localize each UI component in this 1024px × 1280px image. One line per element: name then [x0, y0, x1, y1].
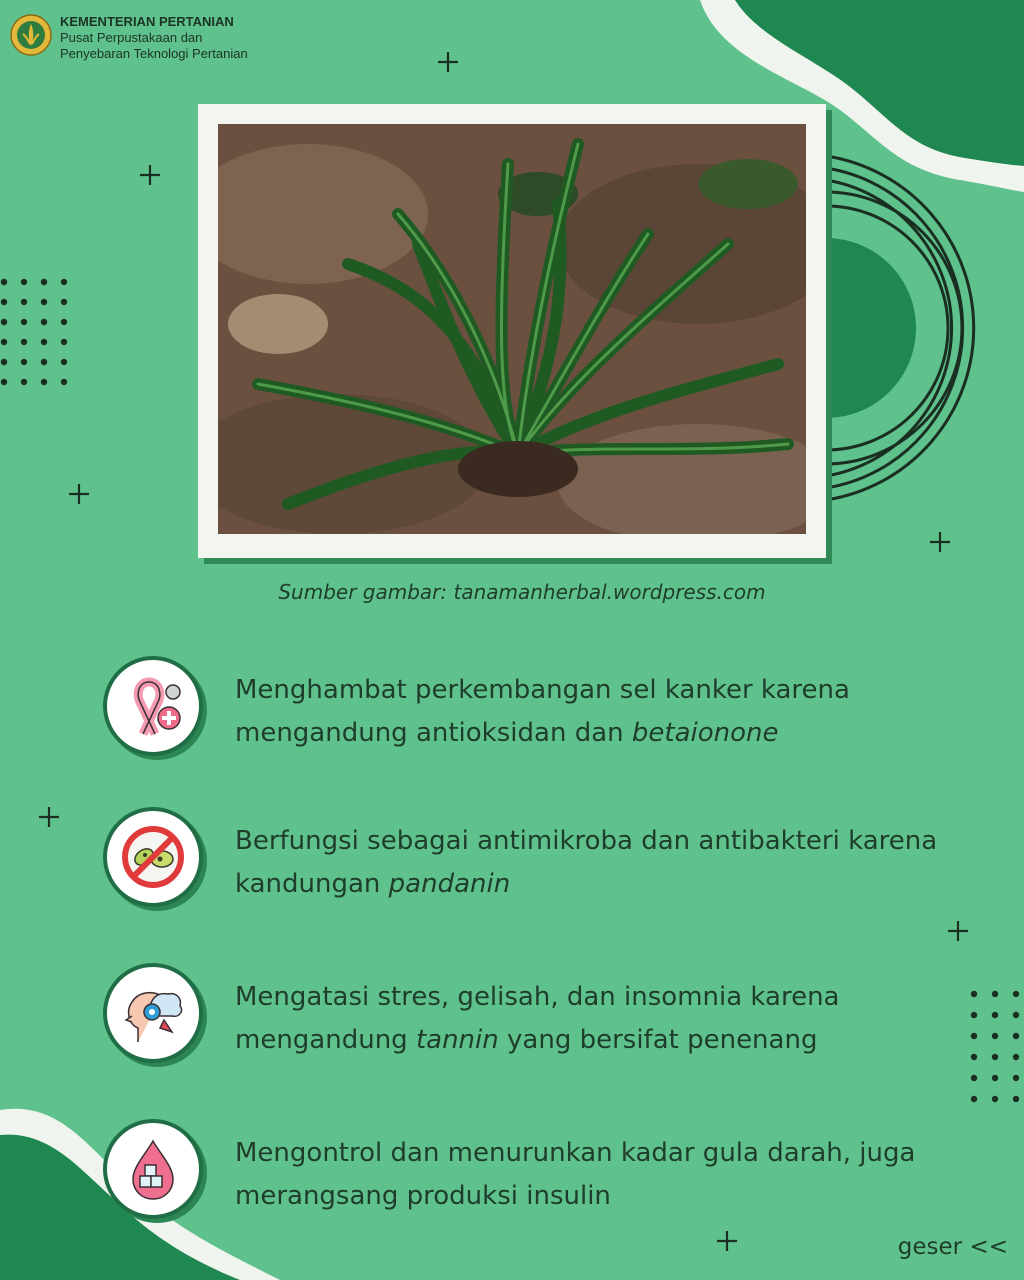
dot [1, 299, 7, 305]
dot [41, 359, 47, 365]
photo-frame [198, 104, 826, 558]
dot [61, 359, 67, 365]
icon-circle [103, 963, 203, 1063]
benefit-text: Berfungsi sebagai antimikroba dan antibakteri karena kandungan pandanin [235, 826, 938, 899]
no-bacteria-icon [120, 824, 186, 890]
dot [1, 359, 7, 365]
benefit-text: Menghambat perkembangan sel kanker karena mengandung antioksidan dan betaionone [235, 675, 850, 748]
dot [21, 339, 27, 345]
photo-caption: Sumber gambar: tanamanherbal.wordpress.com [278, 580, 766, 604]
dot [21, 359, 27, 365]
dot [971, 1096, 977, 1102]
dot [992, 1033, 998, 1039]
icon-circle [103, 656, 203, 756]
cancer-ribbon-icon [121, 674, 185, 738]
dot [1013, 1012, 1019, 1018]
pandan-plant-photo [218, 124, 806, 534]
dot [1013, 1075, 1019, 1081]
dot [61, 339, 67, 345]
dot [21, 319, 27, 325]
benefit-item-2 [103, 807, 983, 907]
icon-circle [103, 807, 203, 907]
mind-stress-icon [120, 980, 186, 1046]
dot [41, 379, 47, 385]
dot [21, 279, 27, 285]
dot [992, 1075, 998, 1081]
benefit-item-3 [103, 963, 983, 1063]
benefit-text: Mengatasi stres, gelisah, dan insomnia karena mengandung tannin yang bersifat penenang [235, 982, 840, 1055]
dot-grid-left [0, 276, 72, 388]
dot [971, 1075, 977, 1081]
benefit-item-4 [103, 1119, 983, 1219]
dot [1013, 991, 1019, 997]
dot [61, 379, 67, 385]
dot [21, 299, 27, 305]
icon-circle [103, 1119, 203, 1219]
dot [992, 991, 998, 997]
header-subtitle-1: Pusat Perpustakaan dan [60, 30, 203, 45]
dot [1, 319, 7, 325]
dot [41, 299, 47, 305]
dot [1, 339, 7, 345]
header [10, 14, 248, 62]
dot [61, 279, 67, 285]
dot [61, 299, 67, 305]
dot [1013, 1096, 1019, 1102]
benefit-item-1 [103, 656, 983, 756]
ministry-name: KEMENTERIAN PERTANIAN [60, 14, 234, 29]
dot [61, 319, 67, 325]
ministry-logo-icon [10, 14, 52, 56]
next-slide-hint[interactable]: geser << [897, 1234, 1008, 1260]
dot [41, 339, 47, 345]
dot [1, 379, 7, 385]
dot [41, 319, 47, 325]
benefit-text: Mengontrol dan menurunkan kadar gula darah, juga merangsang produksi insulin [235, 1138, 916, 1211]
header-subtitle-2: Penyebaran Teknologi Pertanian [60, 46, 248, 61]
dot [1, 279, 7, 285]
blood-sugar-icon [121, 1137, 185, 1201]
dot [21, 379, 27, 385]
dot [992, 1096, 998, 1102]
dot [1013, 1033, 1019, 1039]
dot [1013, 1054, 1019, 1060]
dot [41, 279, 47, 285]
dot [992, 1054, 998, 1060]
dot [992, 1012, 998, 1018]
